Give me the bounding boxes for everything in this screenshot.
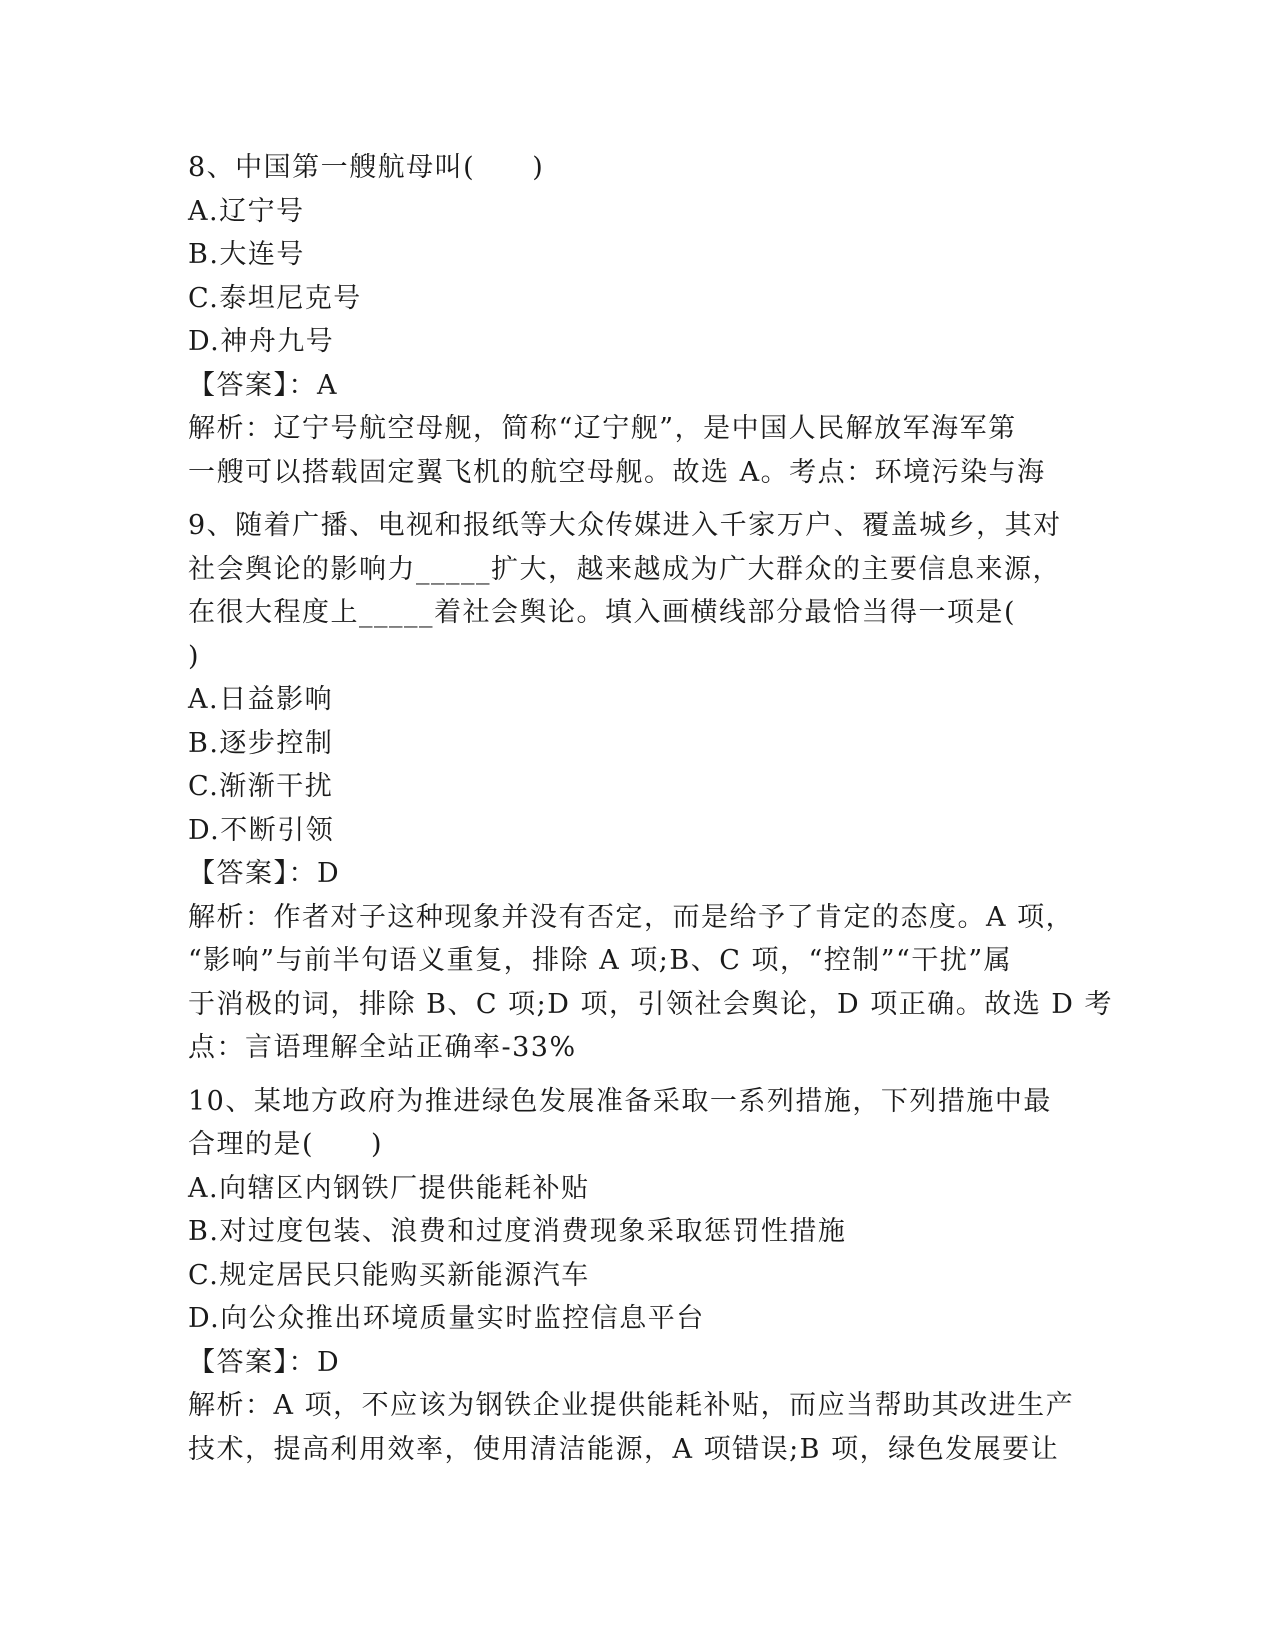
option-a: A.向辖区内钢铁厂提供能耗补贴 (188, 1172, 590, 1204)
option-d: D.神舟九号 (188, 326, 335, 357)
question-10 (188, 1080, 1088, 1472)
analysis-line: 技术，提高利用效率，使用清洁能源，A 项错误;B 项，绿色发展要让 (188, 1433, 1060, 1465)
question-stem: 合理的是( ) (188, 1129, 384, 1160)
option-c: C.渐渐干扰 (188, 771, 334, 802)
analysis-line: 解析：辽宁号航空母舰，简称“辽宁舰”，是中国人民解放军海军第 (188, 413, 1017, 444)
analysis-line: 解析：A 项，不应该为钢铁企业提供能耗补贴，而应当帮助其改进生产 (188, 1390, 1075, 1421)
option-d: D.向公众推出环境质量实时监控信息平台 (188, 1303, 705, 1334)
option-c: C.规定居民只能购买新能源汽车 (188, 1259, 590, 1291)
question-stem: 10、某地方政府为推进绿色发展准备采取一系列措施，下列措施中最 (188, 1085, 1052, 1117)
answer-line: 【答案】：A (188, 369, 338, 401)
option-b: B.对过度包装、浪费和过度消费现象采取惩罚性措施 (188, 1216, 847, 1247)
answer-line: 【答案】：D (188, 1346, 341, 1378)
analysis-line: 解析：作者对子这种现象并没有否定，而是给予了肯定的态度。A 项， (188, 901, 1075, 933)
question-stem: 8、中国第一艘航母叫( ) (188, 152, 545, 183)
option-c: C.泰坦尼克号 (188, 282, 362, 314)
question-stem: 在很大程度上_____着社会舆论。填入画横线部分最恰当得一项是( (188, 597, 1017, 628)
analysis-line: 一艘可以搭载固定翼飞机的航空母舰。故选 A。考点：环境污染与海 (188, 456, 1046, 488)
analysis-line: 点：言语理解全站正确率-33% (188, 1032, 577, 1063)
option-a: A.日益影响 (188, 684, 334, 715)
answer-line: 【答案】：D (188, 858, 341, 889)
option-b: B.逐步控制 (188, 727, 334, 759)
question-stem: ) (188, 640, 201, 672)
option-b: B.大连号 (188, 239, 305, 270)
question-gap (188, 1070, 1088, 1080)
question-8 (188, 146, 1088, 494)
option-d: D.不断引领 (188, 814, 335, 846)
analysis-line: “影响”与前半句语义重复，排除 A 项;B、C 项，“控制”“干扰”属 (188, 945, 1013, 976)
question-9 (188, 504, 1114, 1070)
option-a: A.辽宁号 (188, 195, 305, 227)
document-content (188, 146, 1114, 1471)
analysis-line: 于消极的词，排除 B、C 项;D 项，引领社会舆论，D 项正确。故选 D 考 (188, 988, 1114, 1020)
question-stem: 社会舆论的影响力_____扩大，越来越成为广大群众的主要信息来源， (188, 553, 1061, 585)
question-stem: 9、随着广播、电视和报纸等大众传媒进入千家万户、覆盖城乡，其对 (188, 510, 1062, 541)
question-gap (188, 494, 1088, 504)
